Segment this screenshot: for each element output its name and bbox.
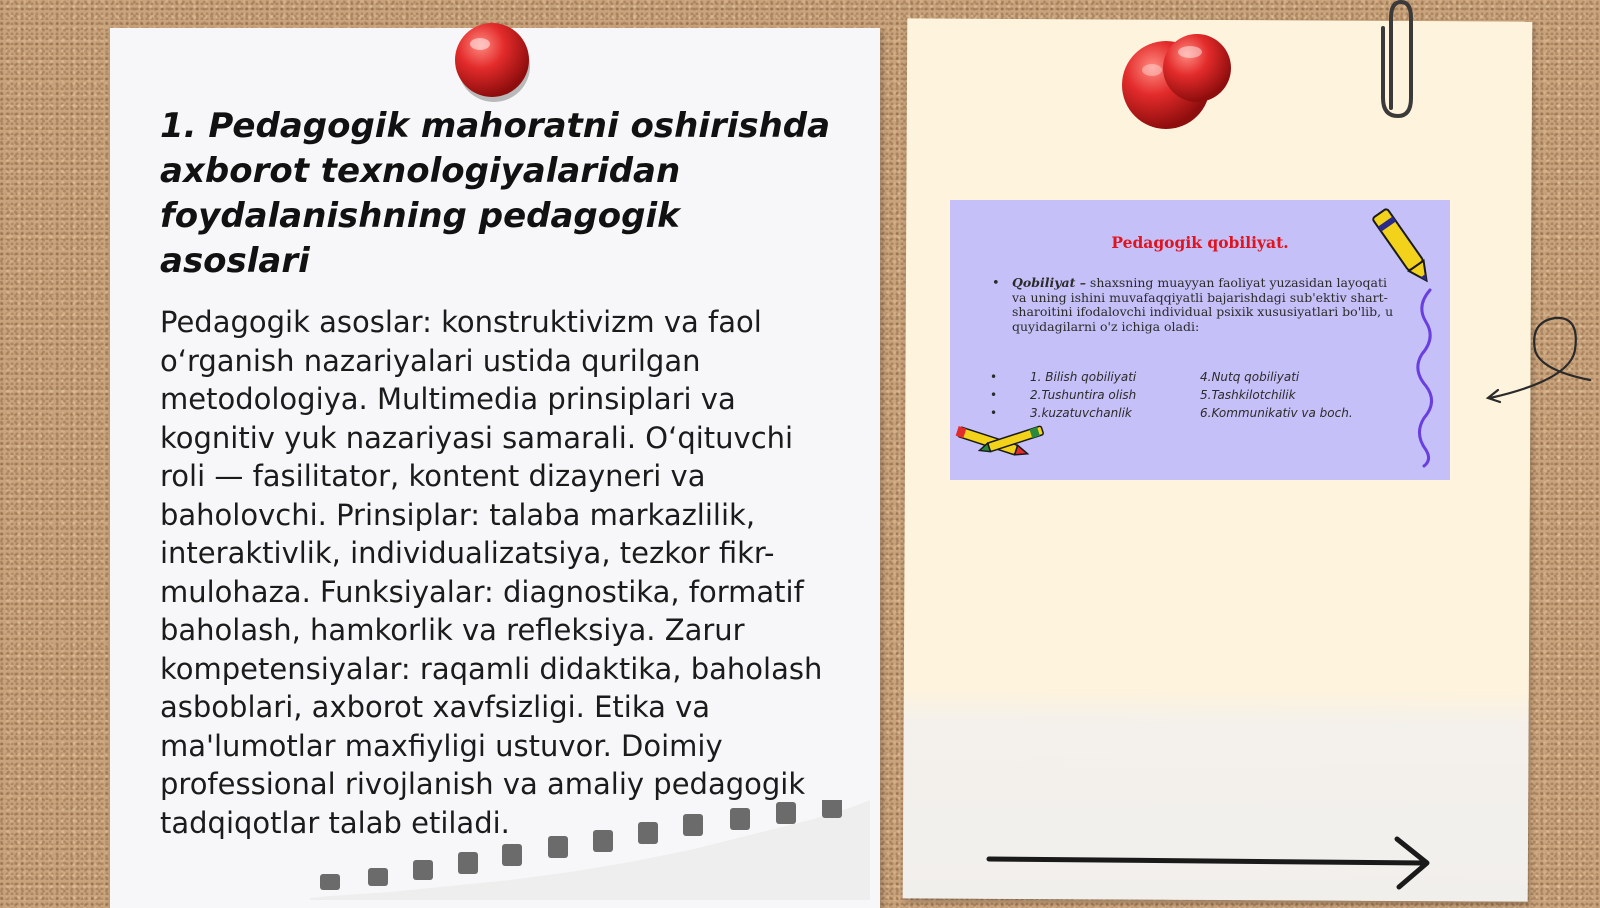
slide-bullet: • — [990, 370, 998, 384]
ability-right: 5.Tashkilotchilik — [1200, 388, 1296, 402]
ability-right: 4.Nutq qobiliyati — [1200, 370, 1300, 384]
crayon-icon — [1368, 202, 1438, 292]
slide-bullet: • — [992, 276, 1000, 291]
crossed-crayons-icon — [950, 418, 1050, 478]
list-item — [990, 404, 1410, 422]
abilities-list — [990, 368, 1410, 422]
definition-text: shaxsning muayyan faoliyat yuzasidan layoqati va uning ishini muvafaqqiyatli bajarishdagi sub'ektiv shart-sharoitini ifodalovchi individual psixik xususiyatlari bo'lib, u quyidagilarni o'z ichiga oladi: — [1012, 275, 1394, 334]
right-arrow-icon — [985, 835, 1445, 890]
list-item — [990, 386, 1410, 404]
list-item — [990, 368, 1410, 386]
page-title: 1. Pedagogik mahoratni oshirishda axborot texnologiyalaridan foydalanishning pedagogik asoslari — [160, 106, 831, 281]
body-paragraph: Pedagogik asoslar: konstruktivizm va faol o‘rganish nazariyalari ustida qurilgan metodologiya. Multimedia prinsiplari va kognitiv yuk nazariyasi samarali. O‘qituvchi roli — fasilitator, kontent dizayneri va baholovchi. Prinsiplar: talaba markazlilik, interaktivlik, individualizatsiya, tezkor fikr-mulohaza. Funksiyalar: diagnostika, formatif baholash, hamkorlik va refleksiya. Zarur kompetensiyalar: raqamli didaktika, baholash asboblari, axborot xavfsizligi. Etika va ma'lumotlar maxfiyligi ustuvor. Doimiy professional rivojlanish va amaliy pedagogik tadqiqotlar talab etiladi. — [160, 305, 823, 840]
slide-bullet: • — [990, 406, 998, 420]
paperclip-icon — [1373, 0, 1423, 123]
slide-title: Pedagogik qobiliyat. — [1111, 233, 1289, 252]
embedded-slide — [950, 200, 1450, 480]
ability-right: 6.Kommunikativ va boch. — [1200, 406, 1353, 420]
definition-term: Qobiliyat – — [1012, 275, 1086, 290]
slide-definition — [1012, 276, 1397, 334]
ability-left: 2.Tushuntira olish — [1030, 388, 1137, 402]
slide-bullet: • — [990, 388, 998, 402]
curly-arrow-icon — [1480, 310, 1600, 410]
red-pushpin-icon — [450, 20, 540, 105]
ability-left: 1. Bilish qobiliyati — [1030, 370, 1137, 384]
squiggle-decoration — [1412, 288, 1442, 468]
red-pushpin-icon — [1122, 30, 1242, 135]
ability-left: 3.kuzatuvchanlik — [1030, 406, 1132, 420]
